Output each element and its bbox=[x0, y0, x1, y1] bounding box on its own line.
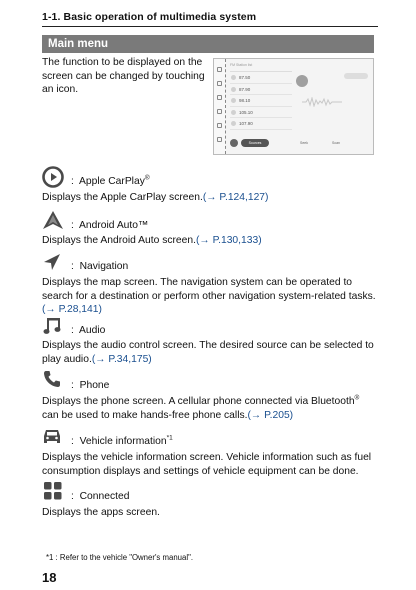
item-title-connected: : Connected bbox=[71, 491, 130, 502]
item-title-android-auto: : Android Auto™ bbox=[71, 220, 149, 231]
section-header: 1-1. Basic operation of multimedia system bbox=[42, 11, 378, 27]
intro-text: The function to be displayed on the screen can be changed by touching an icon. bbox=[42, 57, 205, 96]
item-desc-phone: Displays the phone screen. A cellular phone connected via Bluetooth® can be used to make hands-free phone calls.(→ P.205) bbox=[42, 394, 360, 421]
page-ref-link[interactable]: (→ P.28,141) bbox=[42, 304, 102, 316]
station-item: 105.10 bbox=[230, 107, 292, 119]
main-menu-screen-thumbnail bbox=[213, 58, 374, 155]
station-item: 98.10 bbox=[230, 95, 292, 107]
sources-button: Sources bbox=[241, 139, 269, 147]
page-ref-link[interactable]: (→ P.124,127) bbox=[202, 192, 269, 203]
navigation-arrow-icon bbox=[42, 252, 62, 272]
station-item: 107.90 bbox=[230, 118, 292, 130]
item-title-navigation: : Navigation bbox=[71, 261, 129, 272]
station-logo bbox=[296, 75, 308, 87]
station-list bbox=[230, 63, 292, 130]
item-desc-audio: Displays the audio control screen. The desired source can be selected to play audio.(→ P.34,175) bbox=[42, 340, 374, 365]
page-number: 18 bbox=[42, 570, 57, 585]
voice-icon bbox=[230, 139, 238, 147]
side-menu-icon bbox=[217, 137, 222, 142]
station-item: 87.50 bbox=[230, 72, 292, 84]
seek-label: Seek bbox=[300, 141, 308, 145]
side-menu bbox=[214, 59, 226, 154]
station-list-header: FM Station list bbox=[230, 63, 292, 72]
scan-label: Scan bbox=[332, 141, 340, 145]
side-menu-icon bbox=[217, 123, 222, 128]
android-auto-icon bbox=[42, 210, 64, 230]
toggle-icon bbox=[344, 73, 368, 79]
page-ref-link[interactable]: (→ P.205) bbox=[247, 409, 294, 421]
footnote: *1 : Refer to the vehicle "Owner's manual". bbox=[46, 553, 194, 562]
page-ref-link[interactable]: (→ P.130,133) bbox=[195, 235, 262, 246]
item-title-carplay: : Apple CarPlay® bbox=[71, 174, 150, 187]
phone-icon bbox=[43, 370, 61, 388]
apps-grid-icon bbox=[43, 481, 63, 501]
station-item: 87.90 bbox=[230, 84, 292, 96]
item-desc-vehicle-information: Displays the vehicle information screen. Vehicle information such as fuel consumption displays and settings of vehicle equipment can be done. bbox=[42, 452, 372, 477]
side-menu-icon bbox=[217, 81, 222, 86]
item-desc-connected: Displays the apps screen. bbox=[42, 507, 160, 518]
carplay-icon bbox=[42, 166, 64, 188]
music-note-icon bbox=[42, 316, 62, 336]
item-title-vehicle-information: : Vehicle information$^{*1}$ bbox=[71, 434, 173, 447]
vehicle-icon bbox=[42, 428, 62, 446]
page-ref-link[interactable]: (→ P.34,175) bbox=[91, 353, 152, 365]
item-desc-carplay: Displays the Apple CarPlay screen.(→ P.124,127) bbox=[42, 192, 269, 203]
item-title-audio: : Audio bbox=[71, 325, 106, 336]
side-menu-icon bbox=[217, 95, 222, 100]
item-desc-android-auto: Displays the Android Auto screen.(→ P.130,133) bbox=[42, 235, 262, 246]
item-title-phone: : Phone bbox=[71, 380, 110, 391]
waveform-icon bbox=[302, 97, 342, 107]
side-menu-icon bbox=[217, 109, 222, 114]
main-menu-bar: Main menu bbox=[42, 35, 374, 53]
item-desc-navigation: Displays the map screen. The navigation system can be operated to search for a destination or perform other navigation system-related tasks. (→ P.28,141) bbox=[42, 277, 376, 316]
side-menu-icon bbox=[217, 67, 222, 72]
